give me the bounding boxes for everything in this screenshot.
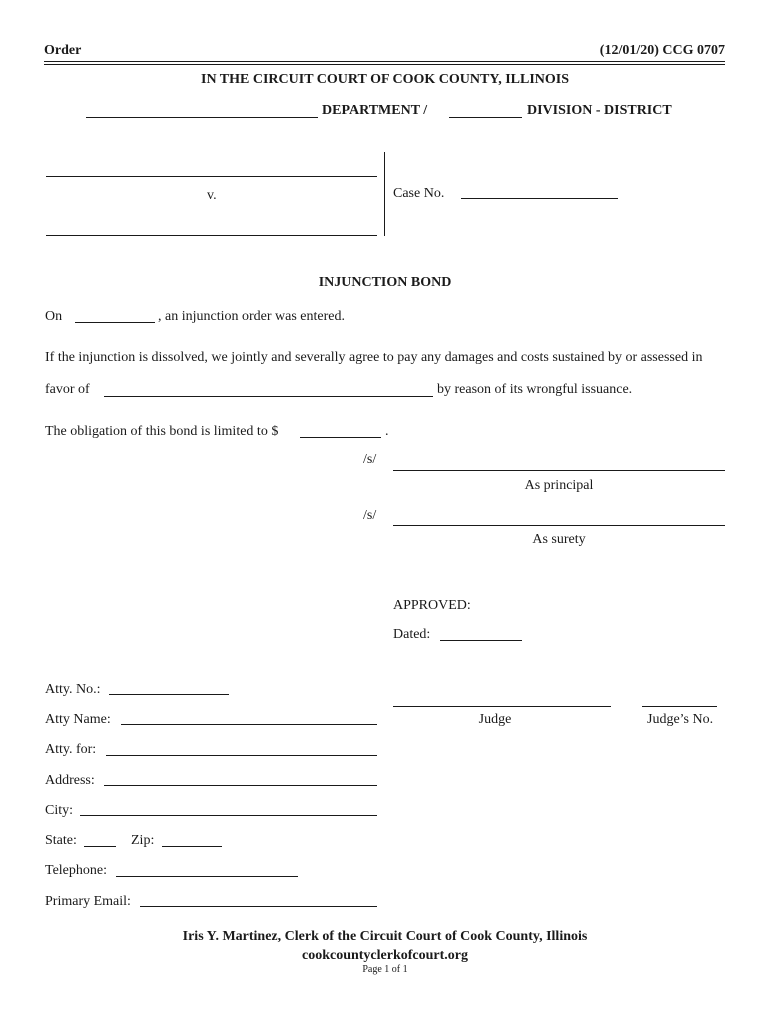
header-rule — [44, 61, 725, 62]
clerk-website: cookcountyclerkofcourt.org — [301, 948, 469, 963]
surety-sig-mark: /s/ — [363, 508, 377, 523]
form-code: (12/01/20) CCG 0707 — [599, 43, 725, 58]
atty-for-label: Atty. for: — [45, 742, 97, 757]
dated-label: Dated: — [393, 627, 431, 642]
versus-text: v. — [207, 188, 217, 203]
judge-no-label: Judge’s No. — [647, 712, 714, 727]
on-prefix: On — [45, 309, 63, 324]
email-field[interactable] — [140, 906, 377, 907]
caption-divider — [384, 152, 385, 236]
zip-label: Zip: — [131, 833, 155, 848]
favor-of-field[interactable] — [104, 396, 433, 397]
plaintiff-field[interactable] — [46, 176, 377, 177]
case-no-field[interactable] — [461, 198, 618, 199]
zip-field[interactable] — [162, 846, 222, 847]
header-rule-thin — [44, 64, 725, 65]
judge-no-field[interactable] — [642, 706, 717, 707]
obligation-suffix: . — [385, 424, 389, 439]
state-field[interactable] — [84, 846, 116, 847]
atty-no-field[interactable] — [109, 694, 229, 695]
address-field[interactable] — [104, 785, 377, 786]
email-label: Primary Email: — [45, 894, 131, 909]
bond-amount-field[interactable] — [300, 437, 381, 438]
atty-for-field[interactable] — [106, 755, 377, 756]
favor-prefix: favor of — [45, 382, 90, 397]
city-field[interactable] — [80, 815, 377, 816]
address-label: Address: — [45, 773, 95, 788]
department-field[interactable] — [86, 117, 318, 118]
principal-label: As principal — [524, 478, 594, 493]
surety-signature-field[interactable] — [393, 525, 725, 526]
telephone-field[interactable] — [116, 876, 298, 877]
court-title: IN THE CIRCUIT COURT OF COOK COUNTY, ILLINOIS — [201, 72, 569, 87]
judge-signature-field[interactable] — [393, 706, 611, 707]
form-type: Order — [44, 43, 82, 58]
dated-field[interactable] — [440, 640, 522, 641]
division-label: DIVISION - DISTRICT — [527, 103, 672, 118]
division-field[interactable] — [449, 117, 522, 118]
state-label: State: — [45, 833, 77, 848]
agreement-text: If the injunction is dissolved, we jointly and severally agree to pay any damages and costs sustained by or assessed in — [45, 350, 703, 365]
judge-label: Judge — [478, 712, 512, 727]
favor-suffix: by reason of its wrongful issuance. — [437, 382, 633, 397]
city-label: City: — [45, 803, 74, 818]
principal-signature-field[interactable] — [393, 470, 725, 471]
approved-label: APPROVED: — [393, 598, 471, 613]
surety-label: As surety — [532, 532, 586, 547]
page-number: Page 1 of 1 — [362, 964, 408, 975]
clerk-name: Iris Y. Martinez, Clerk of the Circuit Court of Cook County, Illinois — [182, 929, 588, 944]
obligation-prefix: The obligation of this bond is limited to $ — [45, 424, 279, 439]
atty-name-field[interactable] — [121, 724, 377, 725]
on-suffix: , an injunction order was entered. — [158, 309, 345, 324]
telephone-label: Telephone: — [45, 863, 107, 878]
principal-sig-mark: /s/ — [363, 452, 377, 467]
department-label: DEPARTMENT / — [322, 103, 428, 118]
order-date-field[interactable] — [75, 322, 155, 323]
atty-no-label: Atty. No.: — [45, 682, 101, 697]
bond-title: INJUNCTION BOND — [318, 275, 452, 290]
atty-name-label: Atty Name: — [45, 712, 111, 727]
defendant-field[interactable] — [46, 235, 377, 236]
case-no-label: Case No. — [393, 186, 445, 201]
